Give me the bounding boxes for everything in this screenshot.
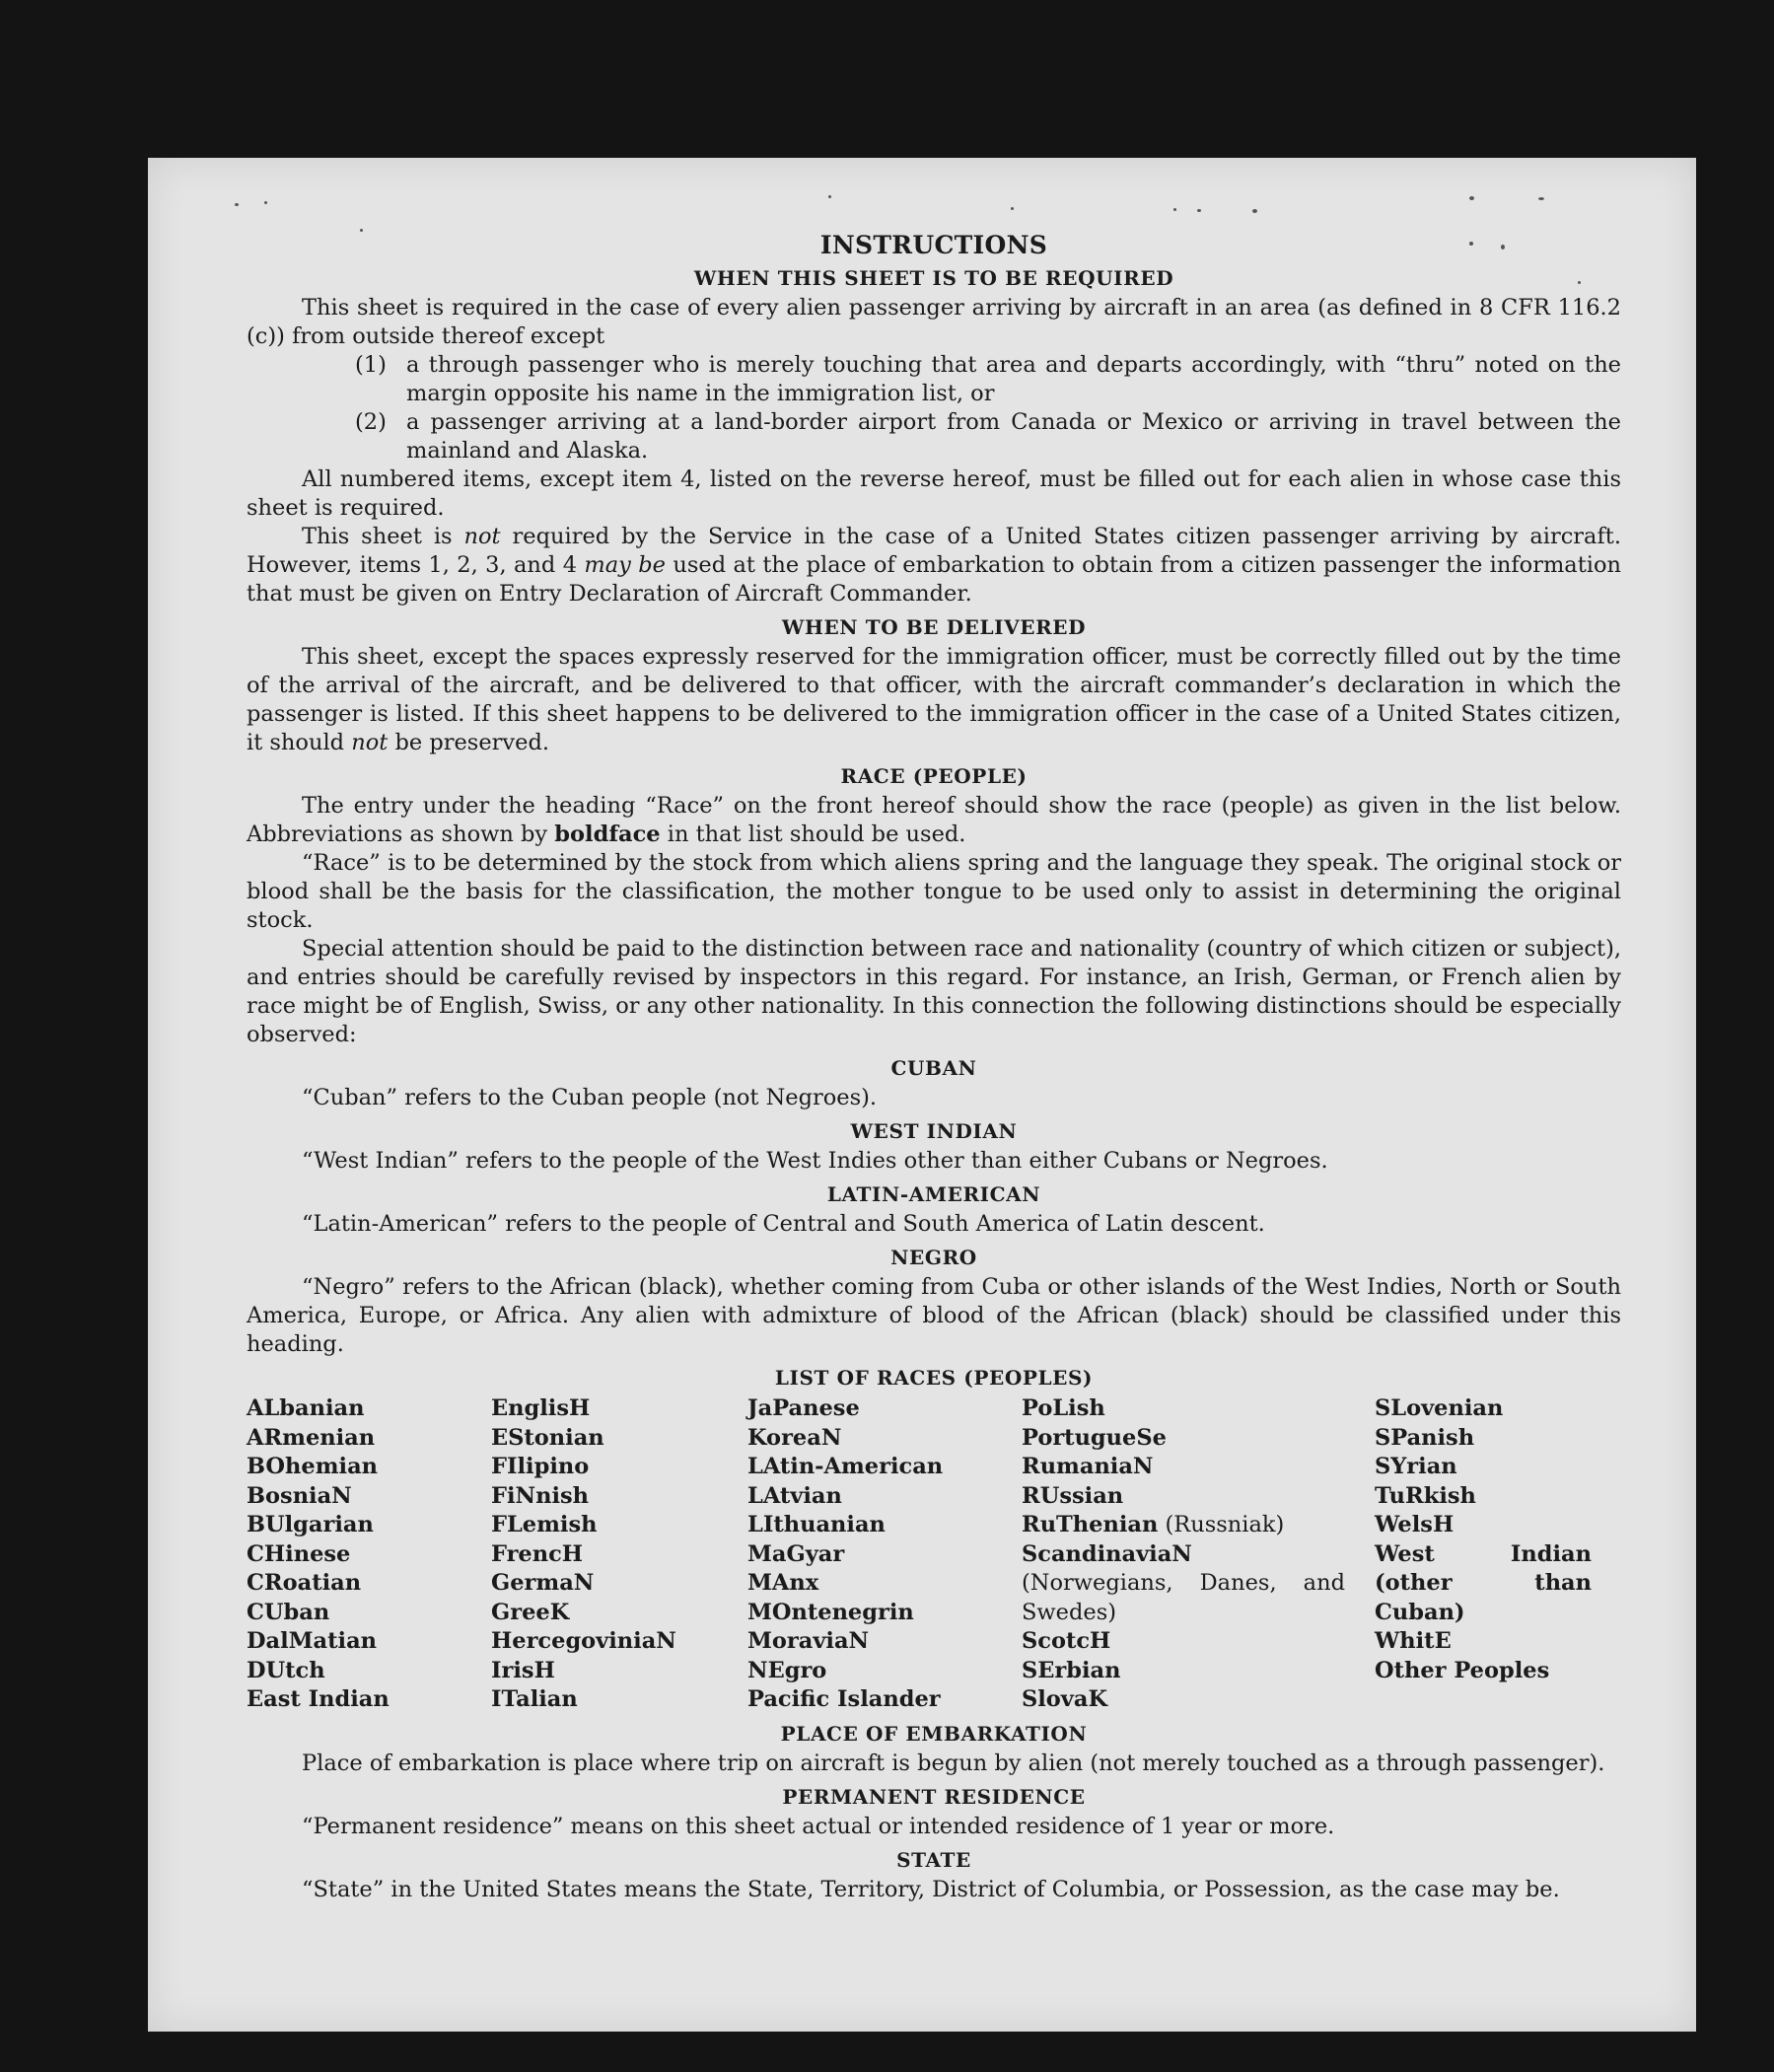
item-text: a passenger arriving at a land-border airport from Canada or Mexico or arriving in travel between the mainland and Alaska. [406,409,1621,464]
race-column [1375,1394,1621,1715]
heading-latin-american: LATIN-AMERICAN [826,1182,1041,1206]
race-entry: SErbian [1022,1657,1121,1683]
text-run: This sheet is [302,524,464,549]
race-entry-paragraph [247,792,1621,849]
race-entry: MaGyar [747,1540,845,1567]
race-determination-paragraph: “Race” is to be determined by the stock from which aliens spring and the language they speak. The original stock or blood shall be the basis for the classification, the mother tongue to be used only to assist in determining the original stock. [247,850,1621,933]
race-entry: NEgro [747,1657,827,1683]
numbered-items-paragraph: All numbered items, except item 4, listed on the reverse hereof, must be filled out for each alien in whose case this sheet is required. [247,466,1621,521]
race-entry: RUssian [1022,1482,1124,1509]
text-run: This sheet, except the spaces expressly reserved for the immigration officer, must be correctly filled out by the time of the arrival of the aircraft, and be delivered to that officer, with the aircraft commander’s declaration in which the passenger is listed. If this sheet happens to be delivered to the immigration officer in the case of a United States citizen, it should [247,644,1621,755]
race-entry: WhitE [1375,1628,1452,1654]
race-entry: LIthuanian [747,1512,886,1537]
race-entry: SPanish [1375,1424,1475,1451]
race-entry: DalMatian [247,1628,378,1654]
race-entry: ScotcH [1022,1628,1111,1654]
race-entry: CRoatian [247,1570,362,1596]
item-number: (2) [355,409,387,435]
race-entry: ALbanian [247,1395,365,1421]
race-entry: IrisH [491,1657,555,1683]
west-indian-definition: “West Indian” refers to the people of the West Indies other than either Cubans or Negroes. [302,1148,1328,1174]
race-entry: BOhemian [247,1454,379,1479]
emphasis-may-be: may be [584,552,666,578]
race-entry: EnglisH [491,1395,591,1421]
delivery-paragraph [247,643,1621,757]
page-title: INSTRUCTIONS [819,231,1048,259]
race-entry: Pacific Islander [747,1686,941,1712]
race-entry: GermaN [491,1570,595,1596]
race-entry: PoLish [1022,1395,1105,1421]
residence-definition: “Permanent residence” means on this sheet actual or intended residence of 1 year or more. [302,1813,1335,1839]
race-entry: ARmenian [247,1424,376,1451]
heading-race: RACE (PEOPLE) [840,764,1028,788]
race-entry: LAtvian [747,1482,842,1509]
latin-american-definition: “Latin-American” refers to the people of Central and South America of Latin descent. [302,1211,1265,1237]
heading-west-indian: WEST INDIAN [850,1119,1018,1143]
heading-embarkation: PLACE OF EMBARKATION [780,1721,1088,1746]
item-number: (1) [355,352,387,378]
required-intro: This sheet is required in the case of every alien passenger arriving by aircraft in an area (as defined in 8 CFR 116.2 (c)) from outside thereof except [247,295,1621,349]
race-entry: BosniaN [247,1482,352,1509]
heading-when-delivered: WHEN TO BE DELIVERED [781,615,1087,639]
text-run: The entry under the heading “Race” on the front hereof should show the race (people) as given in the list below. Abbreviations as shown by [247,793,1621,847]
exception-item [247,408,1621,465]
race-entry: DUtch [247,1657,325,1683]
race-entry: GreeK [491,1599,570,1625]
negro-definition: “Negro” refers to the African (black), whether coming from Cuba or other islands of the West Indies, North or South America, Europe, or Africa. Any alien with admixture of blood of the African (black) should be classified under this heading. [247,1274,1621,1357]
text-run: in that list should be used. [660,822,966,847]
item-text: a through passenger who is merely touching that area and departs accordingly, with “thru” noted on the margin opposite his name in the immigration list, or [406,352,1621,406]
race-entry: SLovenian [1375,1395,1504,1421]
race-entry: Other Peoples [1375,1657,1550,1683]
race-entry: HercegoviniaN [491,1628,676,1654]
race-column [491,1394,747,1715]
race-column [747,1394,1022,1715]
text-run: used at the place of embarkation to obtain from a citizen passenger the information that must be given on Entry Declaration of Aircraft Commander. [247,552,1621,607]
race-entry: FrencH [491,1540,584,1567]
race-entry: MOntenegrin [747,1599,914,1625]
race-entry: PortugueSe [1022,1424,1167,1451]
race-nationality-paragraph: Special attention should be paid to the distinction between race and nationality (country of which citizen or subject), and entries should be carefully revised by inspectors in this regard. For instance, an Irish, German, or French alien by race might be of English, Swiss, or any other nationality. In this connection the following distinctions should be especially observed: [247,936,1621,1047]
race-entry: KoreaN [747,1424,842,1451]
race-entry: ITalian [491,1686,578,1712]
race-column [247,1394,491,1715]
race-entry: TuRkish [1375,1482,1476,1509]
emphasis-boldface: boldface [554,822,661,847]
race-column [1022,1394,1375,1715]
heading-negro: NEGRO [890,1246,977,1269]
race-entry: FIlipino [491,1454,590,1479]
race-entry: MAnx [747,1570,819,1596]
emphasis-not: not [463,524,501,549]
instructions-content [247,231,1621,1904]
text-run: required by the Service in the case of a United States citizen passenger arriving by aircraft. However, items 1, 2, 3, and 4 [247,524,1621,578]
race-entry: SYrian [1375,1454,1457,1479]
race-entry: FiNnish [491,1482,590,1509]
race-entry: RuThenian (Russniak) [1022,1512,1285,1537]
race-entry: FLemish [491,1512,598,1537]
text-run: be preserved. [388,730,550,755]
race-entry: LAtin-American [747,1454,944,1479]
heading-when-required: WHEN THIS SHEET IS TO BE REQUIRED [693,266,1174,290]
document-sheet [148,158,1696,2032]
heading-residence: PERMANENT RESIDENCE [782,1784,1086,1809]
embarkation-definition: Place of embarkation is place where trip on aircraft is begun by alien (not merely touched as a through passenger). [302,1750,1605,1776]
race-entry: JaPanese [747,1395,860,1421]
race-entry: ScandinaviaN (Norwegians, Danes, and Swedes) [1022,1540,1345,1625]
race-entry: WelsH [1375,1512,1455,1537]
race-entry: RumaniaN [1022,1454,1154,1479]
heading-state: STATE [896,1847,971,1872]
race-entry: West Indian (other than Cuban) [1375,1540,1592,1625]
exception-item [247,351,1621,408]
race-entry: CUban [247,1599,330,1625]
cuban-definition: “Cuban” refers to the Cuban people (not Negroes). [302,1085,878,1110]
state-definition: “State” in the United States means the State, Territory, District of Columbia, or Possession, as the case may be. [302,1876,1560,1902]
race-entry: SlovaK [1022,1686,1108,1712]
race-entry: BUlgarian [247,1512,374,1537]
heading-cuban: CUBAN [890,1056,977,1080]
race-entry: East Indian [247,1686,390,1712]
race-entry: CHinese [247,1540,351,1567]
race-entry: EStonian [491,1424,604,1451]
citizen-paragraph [247,523,1621,608]
race-list [247,1394,1621,1715]
emphasis-not: not [351,730,389,755]
heading-list-of-races: LIST OF RACES (PEOPLES) [774,1366,1094,1390]
race-entry: MoraviaN [747,1628,870,1654]
